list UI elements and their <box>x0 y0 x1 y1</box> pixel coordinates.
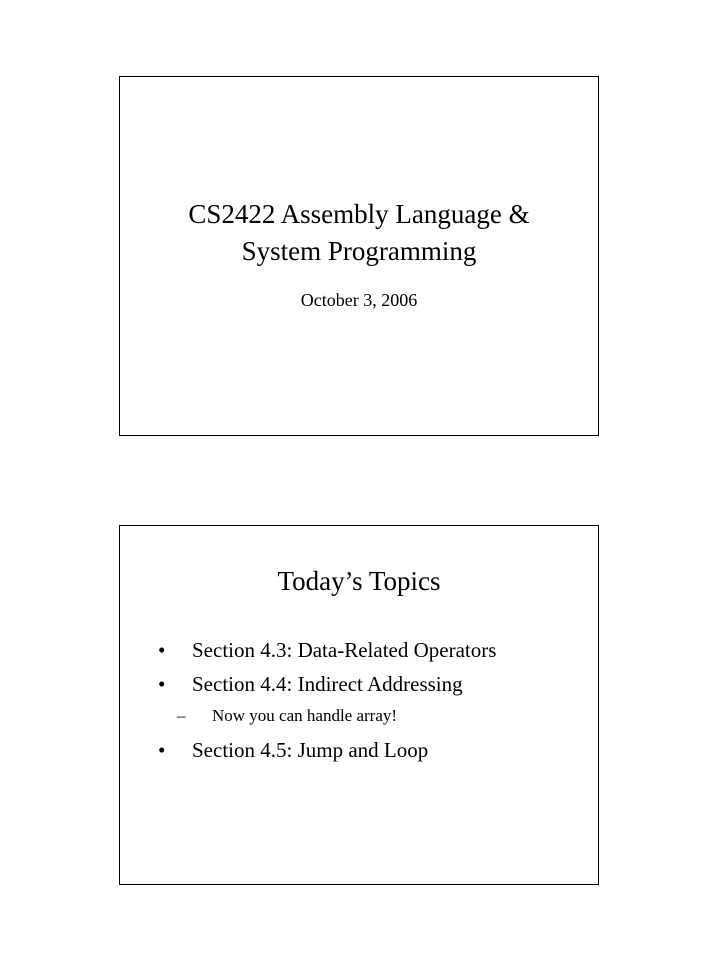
topic-text: Section 4.3: Data-Related Operators <box>192 638 497 662</box>
slide-title <box>120 196 598 270</box>
topic-item <box>120 667 598 701</box>
bullet-icon: • <box>158 672 166 696</box>
subtopic-text: Now you can handle array! <box>212 706 398 725</box>
slide-date: October 3, 2006 <box>300 290 418 310</box>
topics-slide <box>119 525 599 885</box>
topic-text: Section 4.5: Jump and Loop <box>192 738 429 762</box>
subtopic-item <box>120 701 598 733</box>
topic-item <box>120 633 598 667</box>
topic-text: Section 4.4: Indirect Addressing <box>192 672 463 696</box>
bullet-icon: • <box>158 638 166 662</box>
title-line: CS2422 Assembly Language & <box>188 199 530 229</box>
topic-item <box>120 733 598 767</box>
topics-list <box>120 633 598 767</box>
slide-title: Today’s Topics <box>277 566 441 596</box>
title-slide <box>119 76 599 436</box>
title-line: System Programming <box>241 236 477 266</box>
bullet-icon: • <box>158 738 166 762</box>
dash-icon: – <box>177 706 186 725</box>
